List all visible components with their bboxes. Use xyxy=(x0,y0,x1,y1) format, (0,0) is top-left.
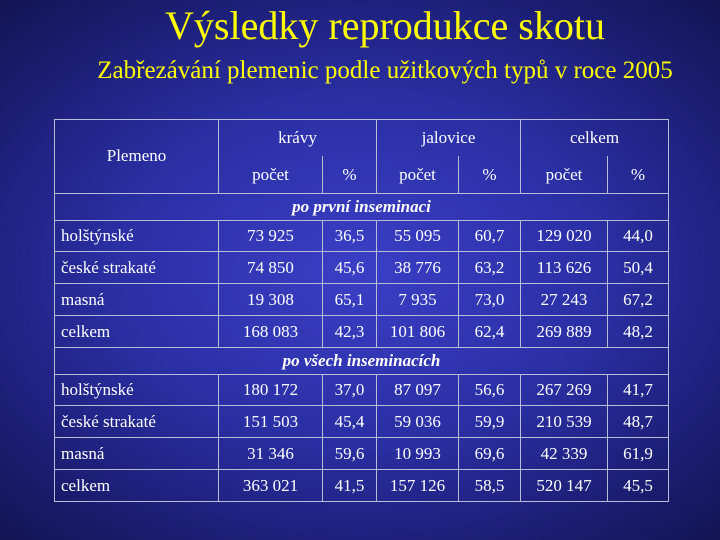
slide-subtitle: Zabřezávání plemenic podle užitkových typů v roce 2005 xyxy=(97,57,673,84)
header-celkem: celkem xyxy=(521,120,669,157)
kravy-pct-cell: 65,1 xyxy=(323,284,377,316)
celkem-pct-cell: 45,5 xyxy=(608,470,669,502)
celkem-pct-cell: 50,4 xyxy=(608,252,669,284)
section-label: po všech inseminacích xyxy=(55,347,669,374)
breed-name-cell: masná xyxy=(55,438,219,470)
jalovice-pocet-cell: 38 776 xyxy=(377,252,459,284)
header-celkem-pct: % xyxy=(608,156,669,193)
section-row xyxy=(55,347,669,374)
breed-name-cell: holštýnské xyxy=(55,220,219,252)
celkem-pocet-cell: 113 626 xyxy=(521,252,608,284)
jalovice-pocet-cell: 157 126 xyxy=(377,470,459,502)
table-row xyxy=(55,316,669,348)
celkem-pct-cell: 48,7 xyxy=(608,406,669,438)
breed-name-cell: holštýnské xyxy=(55,374,219,406)
kravy-pocet-cell: 363 021 xyxy=(219,470,323,502)
table-row xyxy=(55,470,669,502)
jalovice-pct-cell: 63,2 xyxy=(459,252,521,284)
header-jalovice: jalovice xyxy=(377,120,521,157)
kravy-pct-cell: 59,6 xyxy=(323,438,377,470)
kravy-pct-cell: 41,5 xyxy=(323,470,377,502)
header-jalovice-pocet: počet xyxy=(377,156,459,193)
jalovice-pct-cell: 62,4 xyxy=(459,316,521,348)
celkem-pct-cell: 44,0 xyxy=(608,220,669,252)
kravy-pocet-cell: 180 172 xyxy=(219,374,323,406)
breed-name-cell: celkem xyxy=(55,316,219,348)
jalovice-pct-cell: 73,0 xyxy=(459,284,521,316)
jalovice-pocet-cell: 87 097 xyxy=(377,374,459,406)
table-row xyxy=(55,406,669,438)
celkem-pocet-cell: 27 243 xyxy=(521,284,608,316)
kravy-pocet-cell: 31 346 xyxy=(219,438,323,470)
breed-name-cell: celkem xyxy=(55,470,219,502)
jalovice-pocet-cell: 101 806 xyxy=(377,316,459,348)
jalovice-pct-cell: 60,7 xyxy=(459,220,521,252)
section-label: po první inseminaci xyxy=(55,193,669,220)
celkem-pocet-cell: 210 539 xyxy=(521,406,608,438)
kravy-pct-cell: 45,6 xyxy=(323,252,377,284)
header-kravy: krávy xyxy=(219,120,377,157)
breed-name-cell: masná xyxy=(55,284,219,316)
kravy-pct-cell: 45,4 xyxy=(323,406,377,438)
kravy-pocet-cell: 73 925 xyxy=(219,220,323,252)
celkem-pocet-cell: 520 147 xyxy=(521,470,608,502)
kravy-pct-cell: 37,0 xyxy=(323,374,377,406)
jalovice-pct-cell: 56,6 xyxy=(459,374,521,406)
jalovice-pocet-cell: 7 935 xyxy=(377,284,459,316)
kravy-pocet-cell: 151 503 xyxy=(219,406,323,438)
kravy-pocet-cell: 19 308 xyxy=(219,284,323,316)
celkem-pct-cell: 67,2 xyxy=(608,284,669,316)
breed-name-cell: české strakaté xyxy=(55,406,219,438)
celkem-pocet-cell: 129 020 xyxy=(521,220,608,252)
table-header xyxy=(55,120,669,194)
table-body xyxy=(55,193,669,501)
reproduction-table xyxy=(54,119,669,502)
celkem-pocet-cell: 269 889 xyxy=(521,316,608,348)
kravy-pocet-cell: 74 850 xyxy=(219,252,323,284)
breed-name-cell: české strakaté xyxy=(55,252,219,284)
table-row xyxy=(55,220,669,252)
celkem-pct-cell: 48,2 xyxy=(608,316,669,348)
slide-title: Výsledky reprodukce skotu xyxy=(165,3,605,48)
kravy-pct-cell: 36,5 xyxy=(323,220,377,252)
header-kravy-pct: % xyxy=(323,156,377,193)
header-plemeno: Plemeno xyxy=(55,120,219,194)
jalovice-pocet-cell: 59 036 xyxy=(377,406,459,438)
table-row xyxy=(55,374,669,406)
header-jalovice-pct: % xyxy=(459,156,521,193)
jalovice-pocet-cell: 10 993 xyxy=(377,438,459,470)
kravy-pocet-cell: 168 083 xyxy=(219,316,323,348)
celkem-pct-cell: 41,7 xyxy=(608,374,669,406)
kravy-pct-cell: 42,3 xyxy=(323,316,377,348)
jalovice-pct-cell: 58,5 xyxy=(459,470,521,502)
jalovice-pct-cell: 69,6 xyxy=(459,438,521,470)
table-row xyxy=(55,438,669,470)
section-row xyxy=(55,193,669,220)
header-celkem-pocet: počet xyxy=(521,156,608,193)
jalovice-pocet-cell: 55 095 xyxy=(377,220,459,252)
celkem-pocet-cell: 267 269 xyxy=(521,374,608,406)
celkem-pct-cell: 61,9 xyxy=(608,438,669,470)
table-row xyxy=(55,252,669,284)
header-kravy-pocet: počet xyxy=(219,156,323,193)
jalovice-pct-cell: 59,9 xyxy=(459,406,521,438)
table-row xyxy=(55,284,669,316)
celkem-pocet-cell: 42 339 xyxy=(521,438,608,470)
